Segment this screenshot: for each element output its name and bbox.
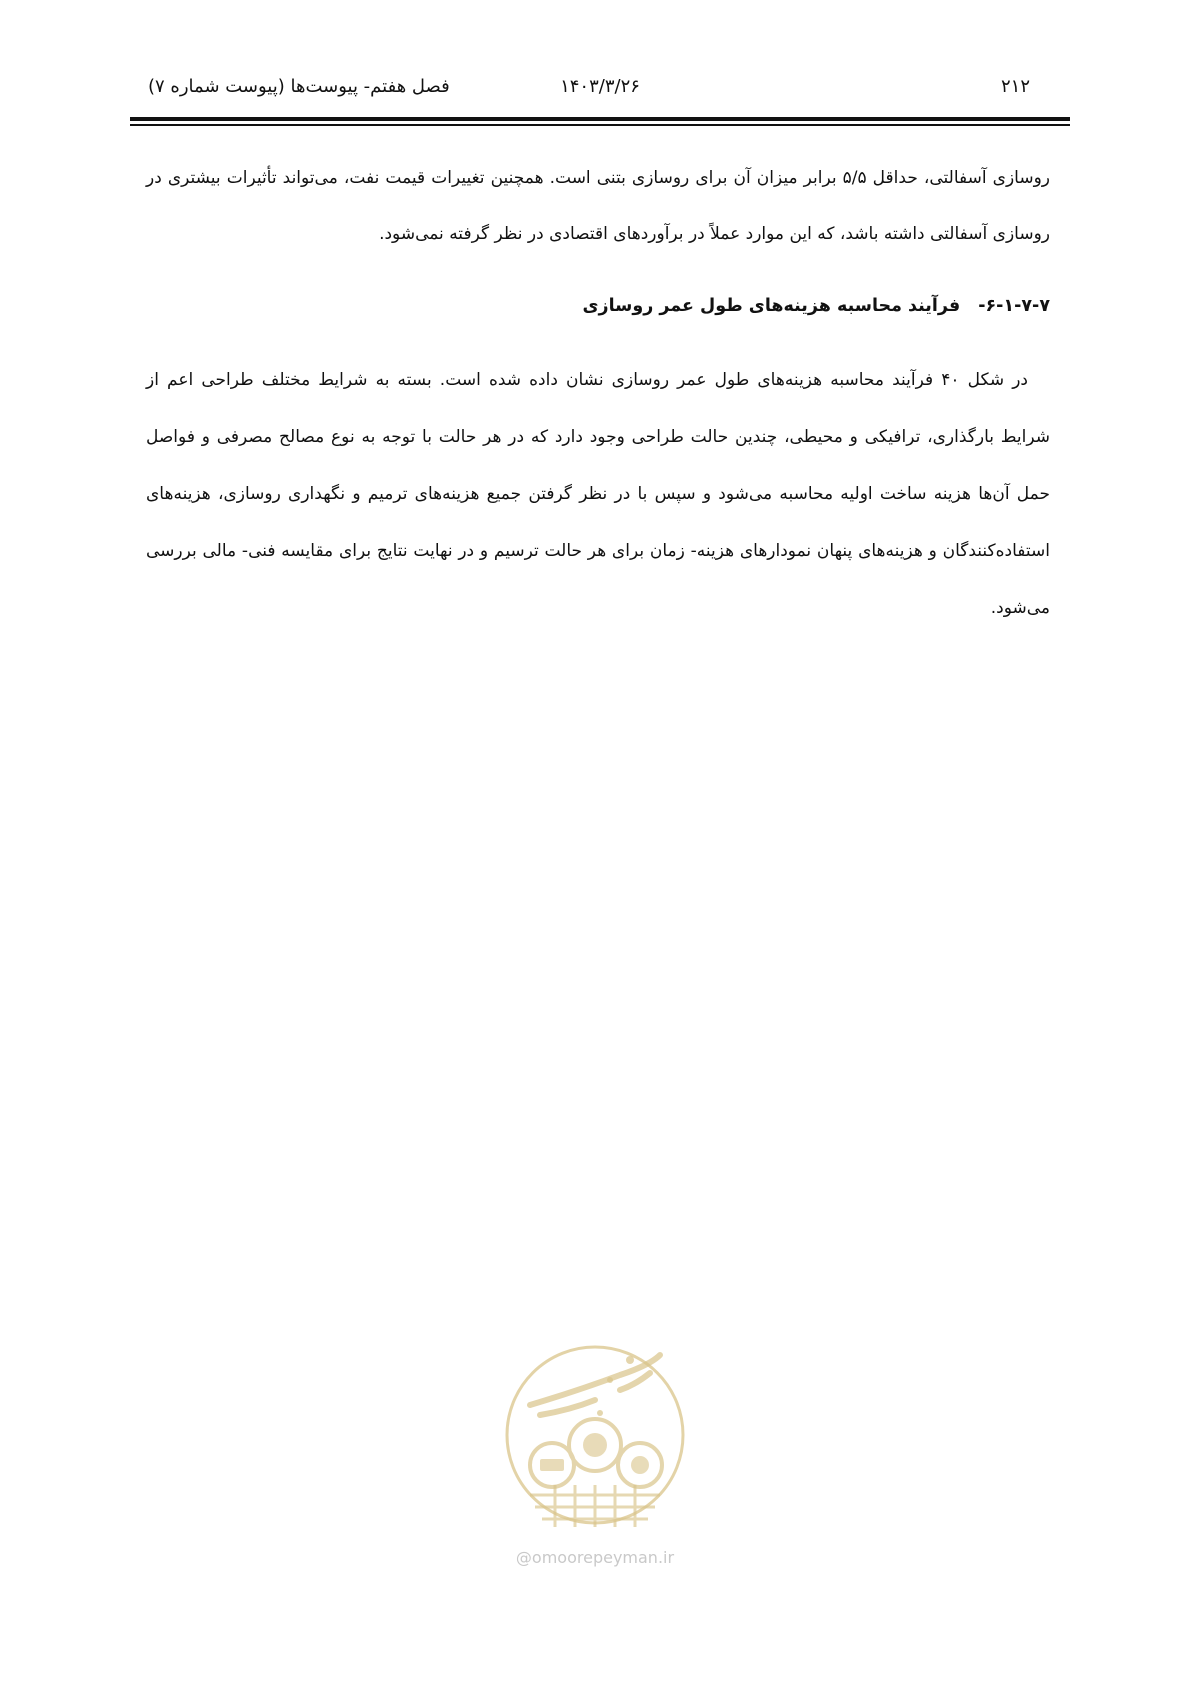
omoore-peyman-logo-icon xyxy=(500,1335,690,1565)
watermark-url: @omoorepeyman.ir xyxy=(515,1548,675,1567)
paragraph-process: در شکل ۴۰ فرآیند محاسبه هزینه‌های طول عمر روسازی نشان داده شده است. بسته به شرایط مختلف طراحی اعم از شرایط بارگذاری، ترافیکی و محیطی، چندین حالت طراحی وجود دارد که در هر حالت با توجه به نوع مصالح مصرفی و فواصل حمل آن‌ها هزینه ساخت اولیه محاسبه می‌شود و سپس با در نظر گرفتن جمیع هزینه‌های ترمیم و نگهداری روسازی، هزینه‌های استفاده‌کنندگان و هزینه‌های پنهان نمودارهای هزینه- زمان برای هر حالت ترسیم و در نهایت نتایج برای مقایسه فنی- مالی بررسی می‌شود. xyxy=(146,370,1050,618)
paragraph-intro: روسازی آسفالتی، حداقل ۵/۵ برابر میزان آن برای روسازی بتنی است. همچنین تغییرات قیمت نفت، می‌تواند تأثیرات بیشتری در روسازی آسفالتی داشته باشد، که این موارد عملاً در برآوردهای اقتصادی در نظر گرفته نمی‌شود. xyxy=(146,168,1050,244)
section-heading-number: ۶-۱-۷-۷- xyxy=(978,296,1050,316)
page-number: ۲۱۲ xyxy=(1000,76,1030,97)
section-heading-title: فرآیند محاسبه هزینه‌های طول عمر روسازی xyxy=(582,296,961,316)
section-heading xyxy=(146,290,1050,322)
header-divider-thin xyxy=(130,124,1070,126)
header-date: ۱۴۰۳/۳/۲۶ xyxy=(560,76,640,97)
header-divider-thick xyxy=(130,117,1070,121)
page-header xyxy=(130,76,1070,110)
chapter-title: فصل هفتم- پیوست‌ها (پیوست شماره ۷) xyxy=(148,76,450,97)
